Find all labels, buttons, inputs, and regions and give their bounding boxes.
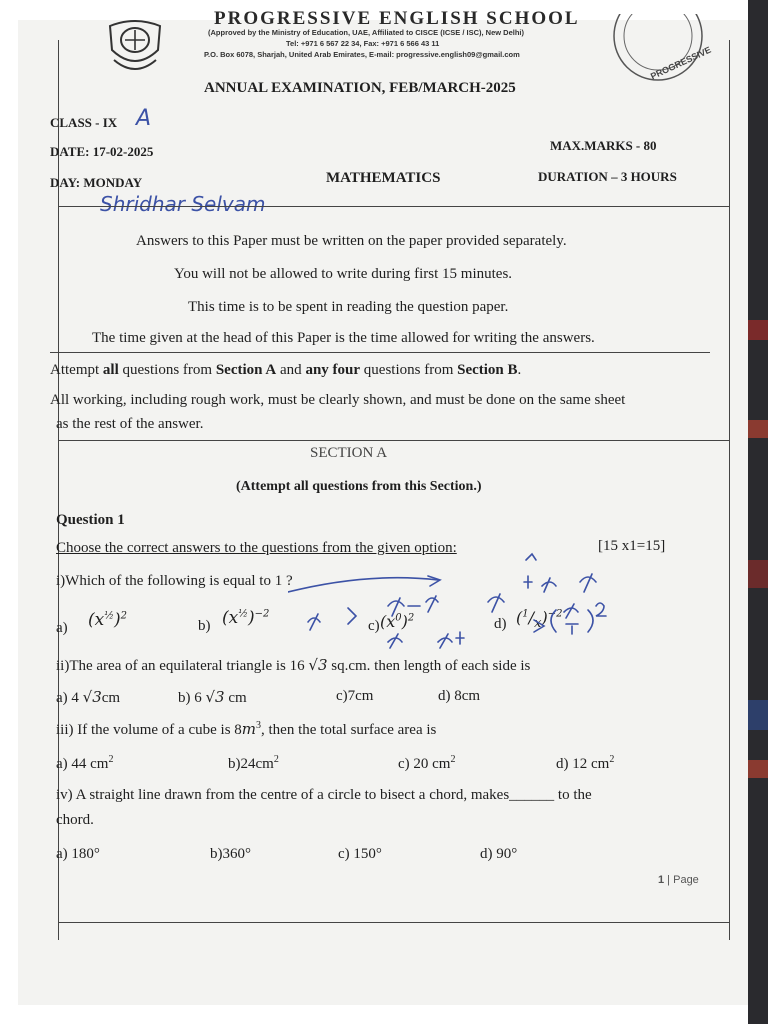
duration: DURATION – 3 HOURS xyxy=(538,169,677,184)
q1-i-option-c-expr: $(x^0)^2$ xyxy=(380,612,415,631)
handwritten-work xyxy=(288,542,608,652)
subject: MATHEMATICS xyxy=(326,170,441,186)
contact-line: Tel: +971 6 567 22 34, Fax: +971 6 566 43 11 xyxy=(286,39,440,48)
q1-i-option-d-expr: $(^1/_x)^{-2}$ xyxy=(516,608,563,632)
instruction-2: You will not be allowed to write during first 15 minutes. xyxy=(174,266,513,282)
divider xyxy=(58,206,730,207)
q1-iv-option-d: d) 90° xyxy=(480,846,518,862)
stamp-text: PROGRESSIVE xyxy=(648,44,713,82)
q1-iv-text-1: iv) A straight line drawn from the centre of a circle to bisect a chord, makes______ to the xyxy=(56,787,592,803)
exam-date: DATE: 17-02-2025 xyxy=(50,144,154,159)
q1-iv-option-c: c) 150° xyxy=(338,846,382,862)
q1-ii-option-a: a) 4 √3cm xyxy=(56,688,121,706)
student-name-handwritten: Shridhar Selvam xyxy=(100,192,266,216)
class-label: CLASS - IX xyxy=(50,115,118,130)
page-footer: 1 | Page xyxy=(658,874,699,886)
instruction-1: Answers to this Paper must be written on the paper provided separately. xyxy=(136,233,567,249)
class-handwritten: A xyxy=(136,106,152,131)
section-a-title: SECTION A xyxy=(310,445,388,461)
q1-i-option-b-label: b) xyxy=(198,618,211,634)
attempt-instruction: Attempt all questions from Section A and any four questions from Section B. xyxy=(50,362,522,378)
q1-iv-text-2: chord. xyxy=(56,812,94,828)
background-edge xyxy=(748,0,768,1024)
instruction-3: This time is to be spent in reading the question paper. xyxy=(188,299,509,315)
q1-iv-option-a: a) 180° xyxy=(56,846,100,862)
q1-iv-option-b: b)360° xyxy=(210,846,251,862)
q1-ii-option-d: d) 8cm xyxy=(438,688,481,704)
q1-i-option-a-label: a) xyxy=(56,620,68,636)
q1-iii-option-c: c) 20 $cm^2$ xyxy=(398,754,456,772)
divider xyxy=(58,440,730,441)
approval-line: (Approved by the Ministry of Education, UAE, Affiliated to CISCE (ICSE / ISC), New Delhi) xyxy=(208,28,524,37)
q1-i-option-c-label: c) xyxy=(368,618,380,634)
school-name: PROGRESSIVE ENGLISH SCHOOL xyxy=(214,8,580,29)
q1-iii-option-b: $b)24cm^2$ xyxy=(228,754,279,772)
exam-sheet xyxy=(18,8,748,1005)
q1-ii-option-c: c)7cm xyxy=(336,688,374,704)
exam-day: DAY: MONDAY xyxy=(50,175,143,190)
q1-i-option-d-label: d) xyxy=(494,616,507,632)
q1-ii-option-b: b) 6 √3 cm xyxy=(178,688,247,706)
max-marks: MAX.MARKS - 80 xyxy=(550,138,657,153)
instruction-4: The time given at the head of this Paper is the time allowed for writing the answers. xyxy=(92,330,595,346)
section-a-subtitle: (Attempt all questions from this Section.) xyxy=(236,479,482,494)
school-crest-icon xyxy=(100,20,170,78)
q1-i-option-b-expr: $(x^{\frac{1}{2}})^{-2}$ xyxy=(222,608,270,628)
q1-iii-text: iii) If the volume of a cube is $8m^3$, then the total surface area is xyxy=(56,720,437,738)
address-line: P.O. Box 6078, Sharjah, United Arab Emirates, E-mail: progressive.english09@gmail.com xyxy=(204,50,520,59)
q1-i-option-a-expr: $(x^{\frac{1}{2}})^2$ xyxy=(88,610,127,630)
working-instruction-2: as the rest of the answer. xyxy=(56,416,204,432)
q1-ii-text: ii)The area of an equilateral triangle is 16 √3 sq.cm. then length of each side is xyxy=(56,656,531,674)
working-instruction-1: All working, including rough work, must be clearly shown, and must be done on the same sheet xyxy=(50,392,626,408)
divider xyxy=(50,352,710,353)
divider xyxy=(58,922,730,923)
question-1-title: Question 1 xyxy=(56,512,125,528)
question-1-marks: [15 x1=15] xyxy=(598,538,666,554)
q1-iii-option-a: a) 44 $cm^2$ xyxy=(56,754,114,772)
q1-i-text: i)Which of the following is equal to 1 ? xyxy=(56,573,293,589)
exam-title: ANNUAL EXAMINATION, FEB/MARCH-2025 xyxy=(204,80,516,96)
question-1-instruction: Choose the correct answers to the questions from the given option: xyxy=(56,540,457,556)
q1-iii-option-d: d) 12 $cm^2$ xyxy=(556,754,615,772)
